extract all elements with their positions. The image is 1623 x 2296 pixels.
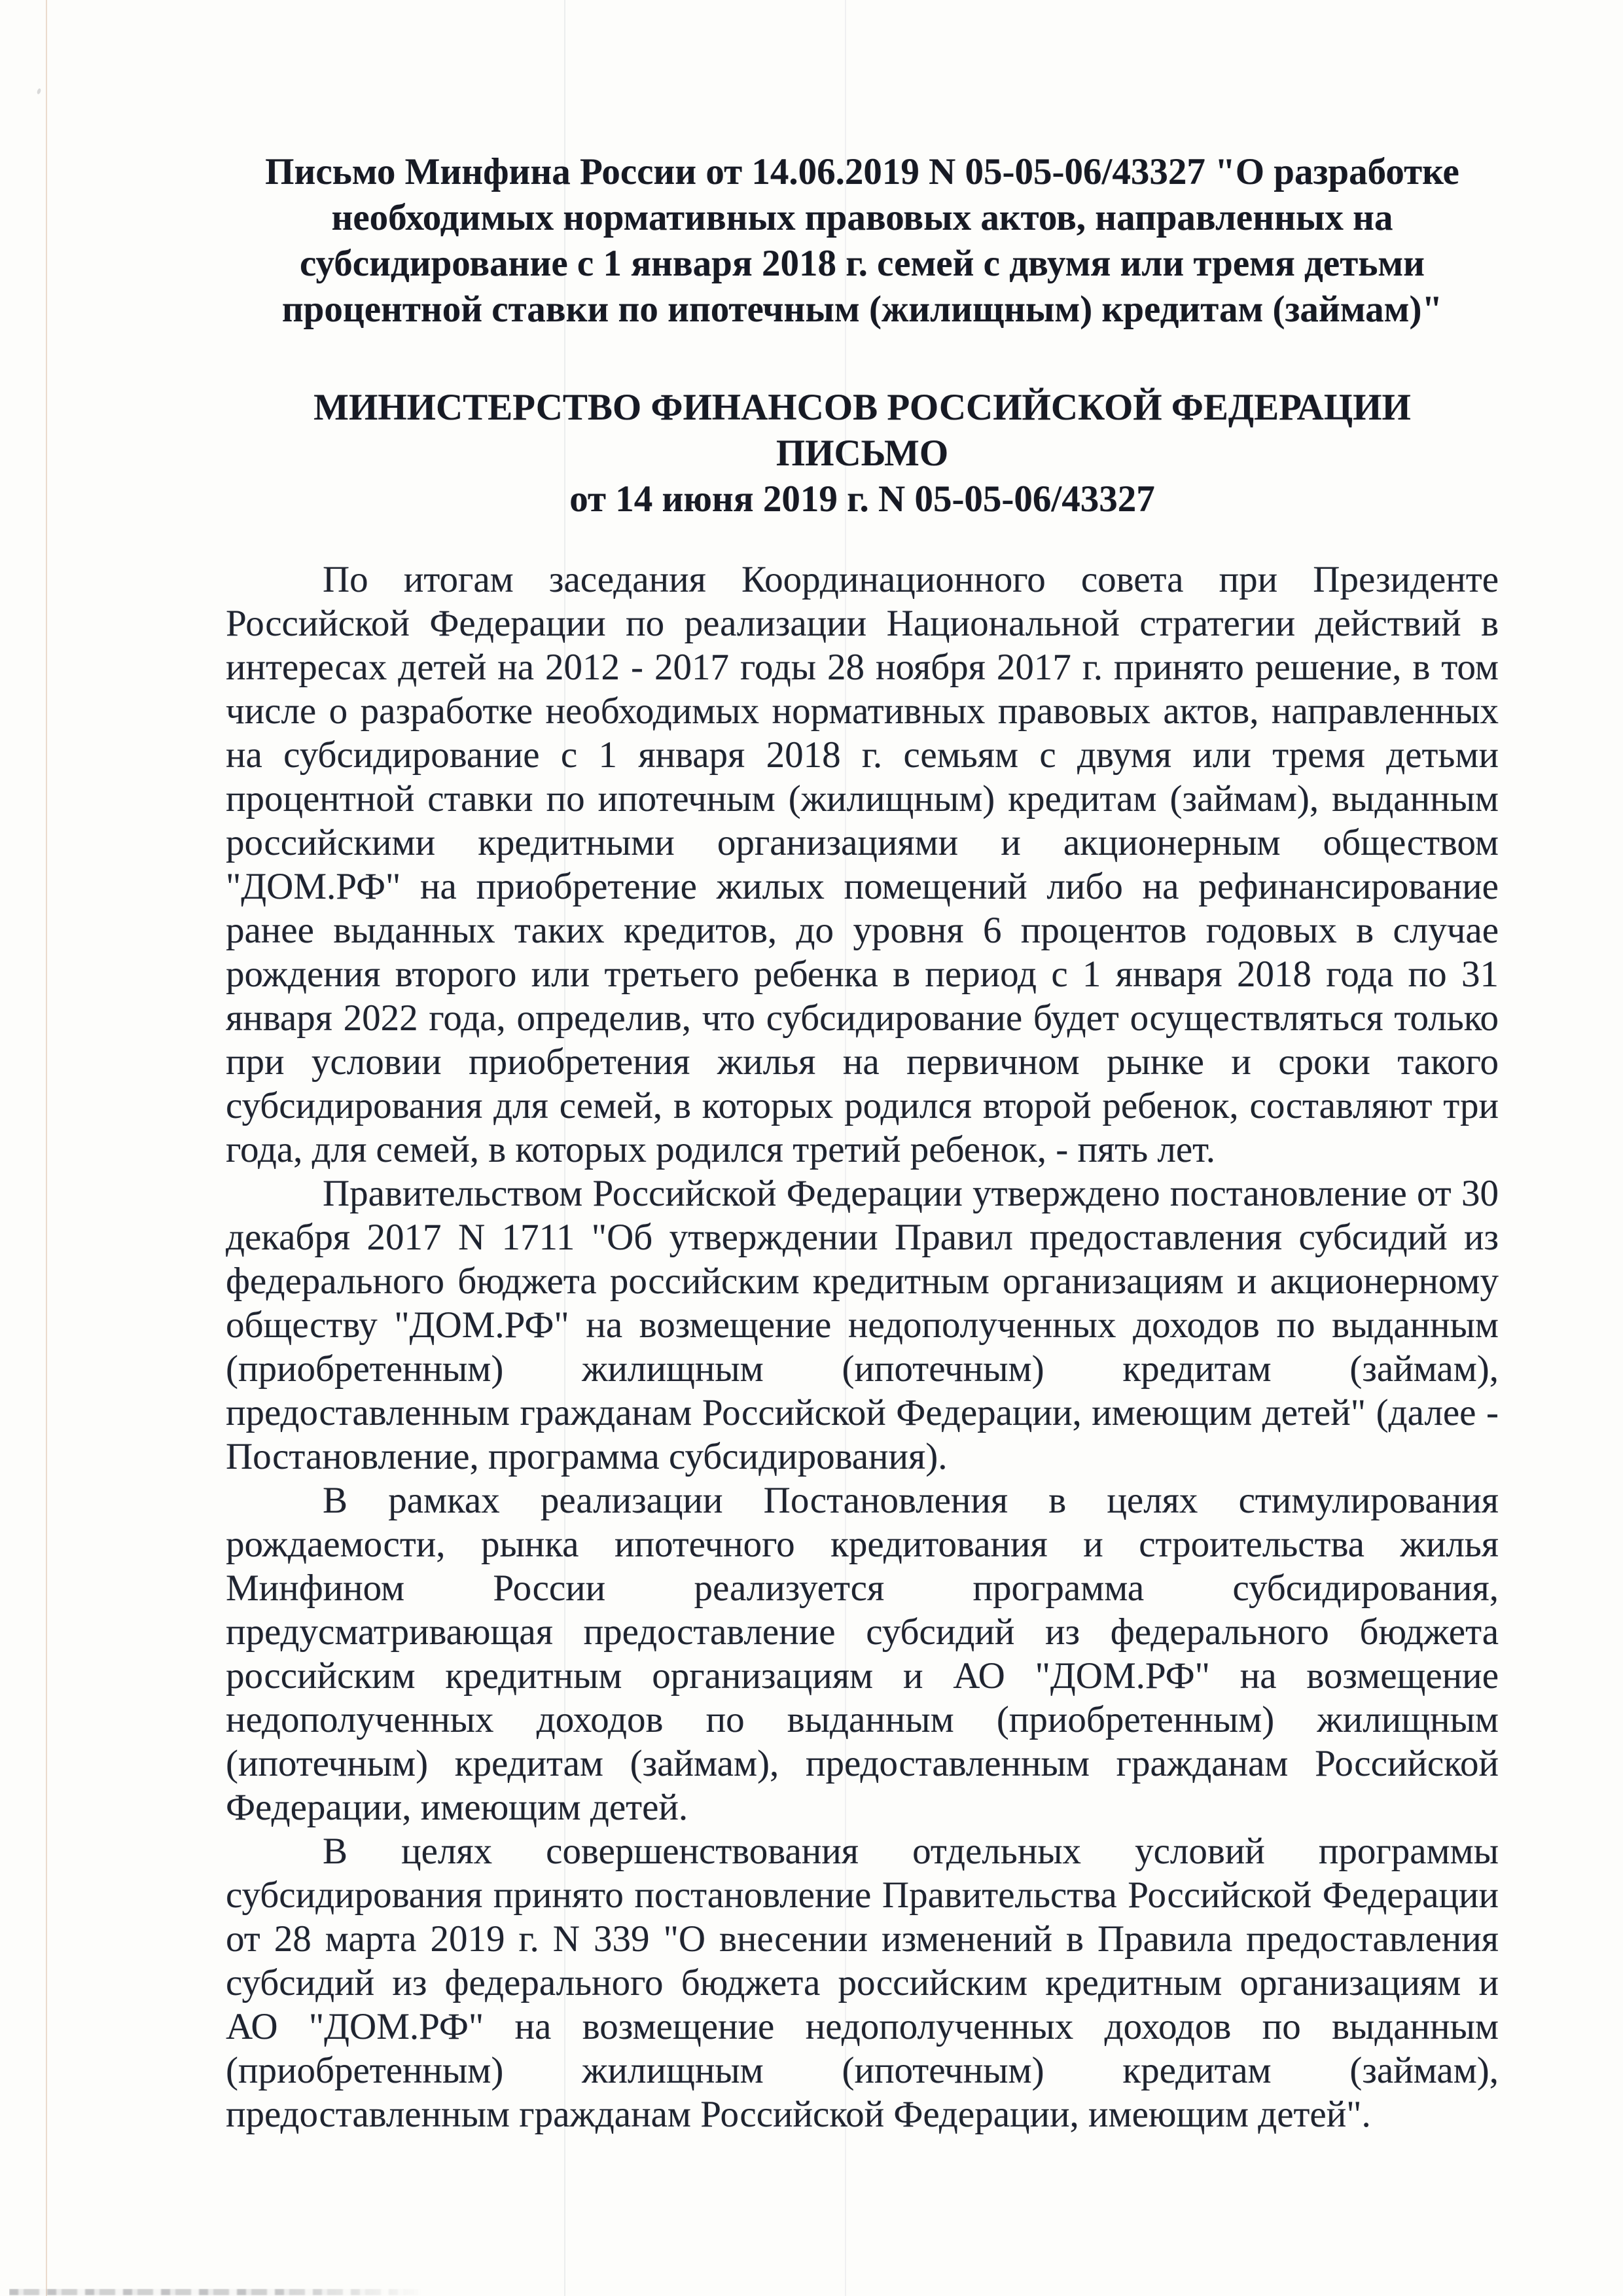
scan-artifact-speck [37,88,42,94]
document-date-number: от 14 июня 2019 г. N 05-05-06/43327 [569,478,1155,520]
letter-content [226,149,1499,2136]
body-paragraph: По итогам заседания Координационного совета при Президенте Российской Федерации по реализации Национальной стратегии действий в интересах детей на 2012 - 2017 годы 28 ноября 2017 г. принято решение, в том числе о разработке необходимых нормативных правовых актов, направленных на субсидирование с 1 января 2018 г. семьям с двумя или тремя детьми процентной ставки по ипотечным (жилищным) кредитам (займам), выданным российскими кредитными организациями и акционерным обществом "ДОМ.РФ" на приобретение жилых помещений либо на рефинансирование ранее выданных таких кредитов, до уровня 6 процентов годовых в случае рождения второго или третьего ребенка в период с 1 января 2018 года по 31 января 2022 года, определив, что субсидирование будет осуществляться только при условии приобретения жилья на первичном рынке и сроки такого субсидирования для семей, в которых родился второй ребенок, составляют три года, для семей, в которых родился третий ребенок, - пять лет. [226,559,1499,1170]
document-type: ПИСЬМО [776,433,949,474]
body-paragraph: Правительством Российской Федерации утверждено постановление от 30 декабря 2017 N 1711 "Об утверждении Правил предоставления субсидий из федерального бюджета российским кредитным организациям и акционерному обществу "ДОМ.РФ" на возмещение недополученных доходов по выданным (приобретенным) жилищным (ипотечным) кредитам (займам), предоставленным гражданам Российской Федерации, имеющим детей" (далее - Постановление, программа субсидирования). [226,1173,1499,1477]
body-paragraph: В рамках реализации Постановления в целях стимулирования рождаемости, рынка ипотечного кредитования и строительства жилья Минфином России реализуется программа субсидирования, предусматривающая предоставление субсидий из федерального бюджета российским кредитным организациям и АО "ДОМ.РФ" на возмещение недополученных доходов по выданным (приобретенным) жилищным (ипотечным) кредитам (займам), предоставленным гражданам Российской Федерации, имеющим детей. [226,1480,1499,1828]
body-paragraph: В целях совершенствования отдельных условий программы субсидирования принято постановление Правительства Российской Федерации от 28 марта 2019 г. N 339 "О внесении изменений в Правила предоставления субсидий из федерального бюджета российским кредитным организациям и АО "ДОМ.РФ" на возмещение недополученных доходов по выданным (приобретенным) жилищным (ипотечным) кредитам (займам), предоставленным гражданам Российской Федерации, имеющим детей". [226,1831,1499,2135]
letter-body [226,558,1499,2136]
document-heading [226,385,1499,522]
scan-artifact-bottom-page-edge [9,2289,428,2295]
scan-artifact-left-edge-line [46,0,47,2296]
ministry-name: МИНИСТЕРСТВО ФИНАНСОВ РОССИЙСКОЙ ФЕДЕРАЦИИ [313,387,1411,428]
document-title: Письмо Минфина России от 14.06.2019 N 05-05-06/43327 "О разработке необходимых нормативных правовых актов, направленных на субсидирование с 1 января 2018 г. семей с двумя или тремя детьми процентной ставки по ипотечным (жилищным) кредитам (займам)" [265,151,1459,330]
